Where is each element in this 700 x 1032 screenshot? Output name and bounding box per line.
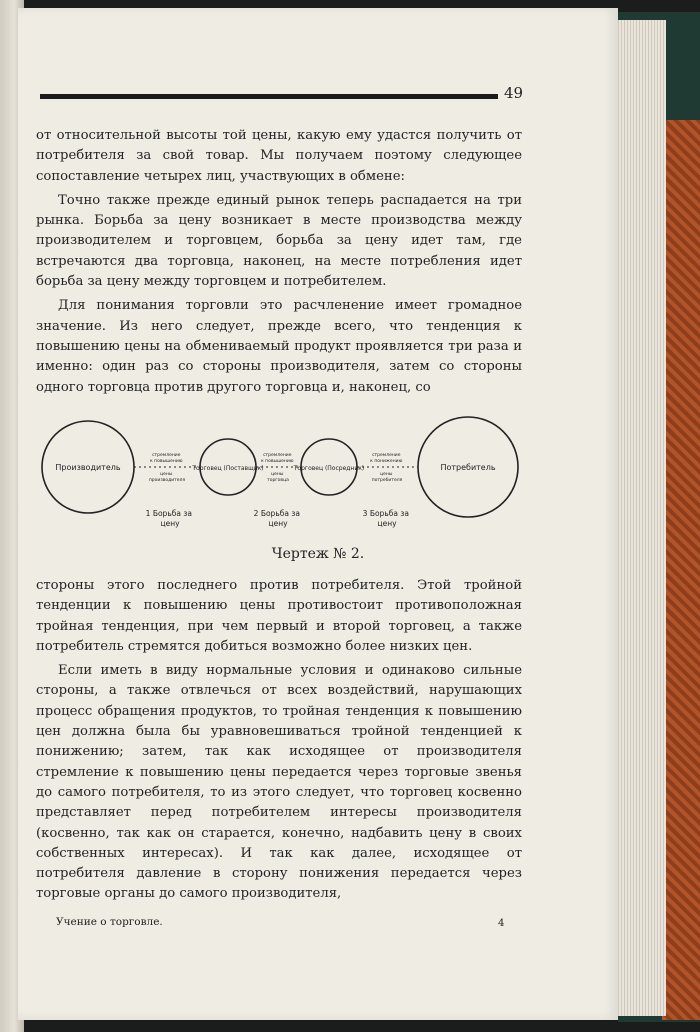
header-rule <box>40 94 498 99</box>
connector-label-1: стремление к повышению цены производителя <box>148 453 186 483</box>
paragraph: от относительной высоты той цены, какую ему удастся получить от потребителя за свой товар. Мы получаем поэтому следующее сопоставление четырех лиц, участвующих в обмене: <box>36 128 522 184</box>
label-trader-1: Торговец (Поставщик) <box>192 465 264 472</box>
text-block-top <box>36 126 522 402</box>
connector-label-3: стремление к понижению цены потребителя <box>370 453 403 483</box>
cover-pattern <box>662 120 700 1020</box>
label-producer: Производитель <box>55 463 121 472</box>
paragraph: Точно также прежде единый рынок теперь распадается на три рынка. Борьба за цену возникает в месте производства между производителем и торговцем, борьба за цену идет там, где встречаются два торговца, наконец, на месте потребления идет борьба за цену между торговцем и потребителем. <box>36 192 522 290</box>
struggle-label-1: 1 Борьба за цену <box>145 509 192 528</box>
label-trader-2: Торговец (Посредник) <box>293 465 365 472</box>
book-page <box>18 8 618 1020</box>
diagram-price-struggle <box>38 412 528 542</box>
struggle-label-2: 2 Борьба за цену <box>253 509 300 528</box>
signature-mark: 4 <box>498 918 505 929</box>
figure-caption: Чертеж № 2. <box>271 546 365 562</box>
connector-label-2: стремление к повышению цены торговца <box>260 453 294 483</box>
paragraph: Если иметь в виду нормальные условия и одинаково сильные стороны, а также отвлечься от всех воздействий, нарушающих процесс обращения продуктов, то тройная тенденция к повышению цен должна была бы уравновешиваться тройной тенденцией к понижению; затем, так как исходящее от производителя стремление к повышению цены передается через торговые звенья до самого потребителя, то из этого следует, что торговец косвенно представляет перед потребителем интересы производителя (косвенно, так как он старается, конечно, надбавить цену в своих собственных интересах). И так как далее, исходящее от потребителя давление в сторону понижения передается через торговые органы до самого производителя, <box>36 663 522 902</box>
label-consumer: Потребитель <box>440 463 496 472</box>
page-number: 49 <box>504 84 524 102</box>
paragraph: Для понимания торговли это расчленение имеет громадное значение. Из него следует, прежде всего, что тенденция к повышению цены на обмениваемый продукт проявляется три раза и именно: один раз со стороны производителя, затем со стороны одного торговца против другого торговца и, наконец, со <box>36 298 522 395</box>
struggle-label-3: 3 Борьба за цену <box>362 509 409 528</box>
paragraph: стороны этого последнего против потребителя. Этой тройной тенденции к повышению цены противостоит противоположная тройная тенденция, при чем первый и второй торговец, а также потребитель стремятся добиться возможно более низких цен. <box>36 578 522 654</box>
footer-title: Учение о торговле. <box>56 916 163 928</box>
text-block-bottom <box>36 576 522 909</box>
